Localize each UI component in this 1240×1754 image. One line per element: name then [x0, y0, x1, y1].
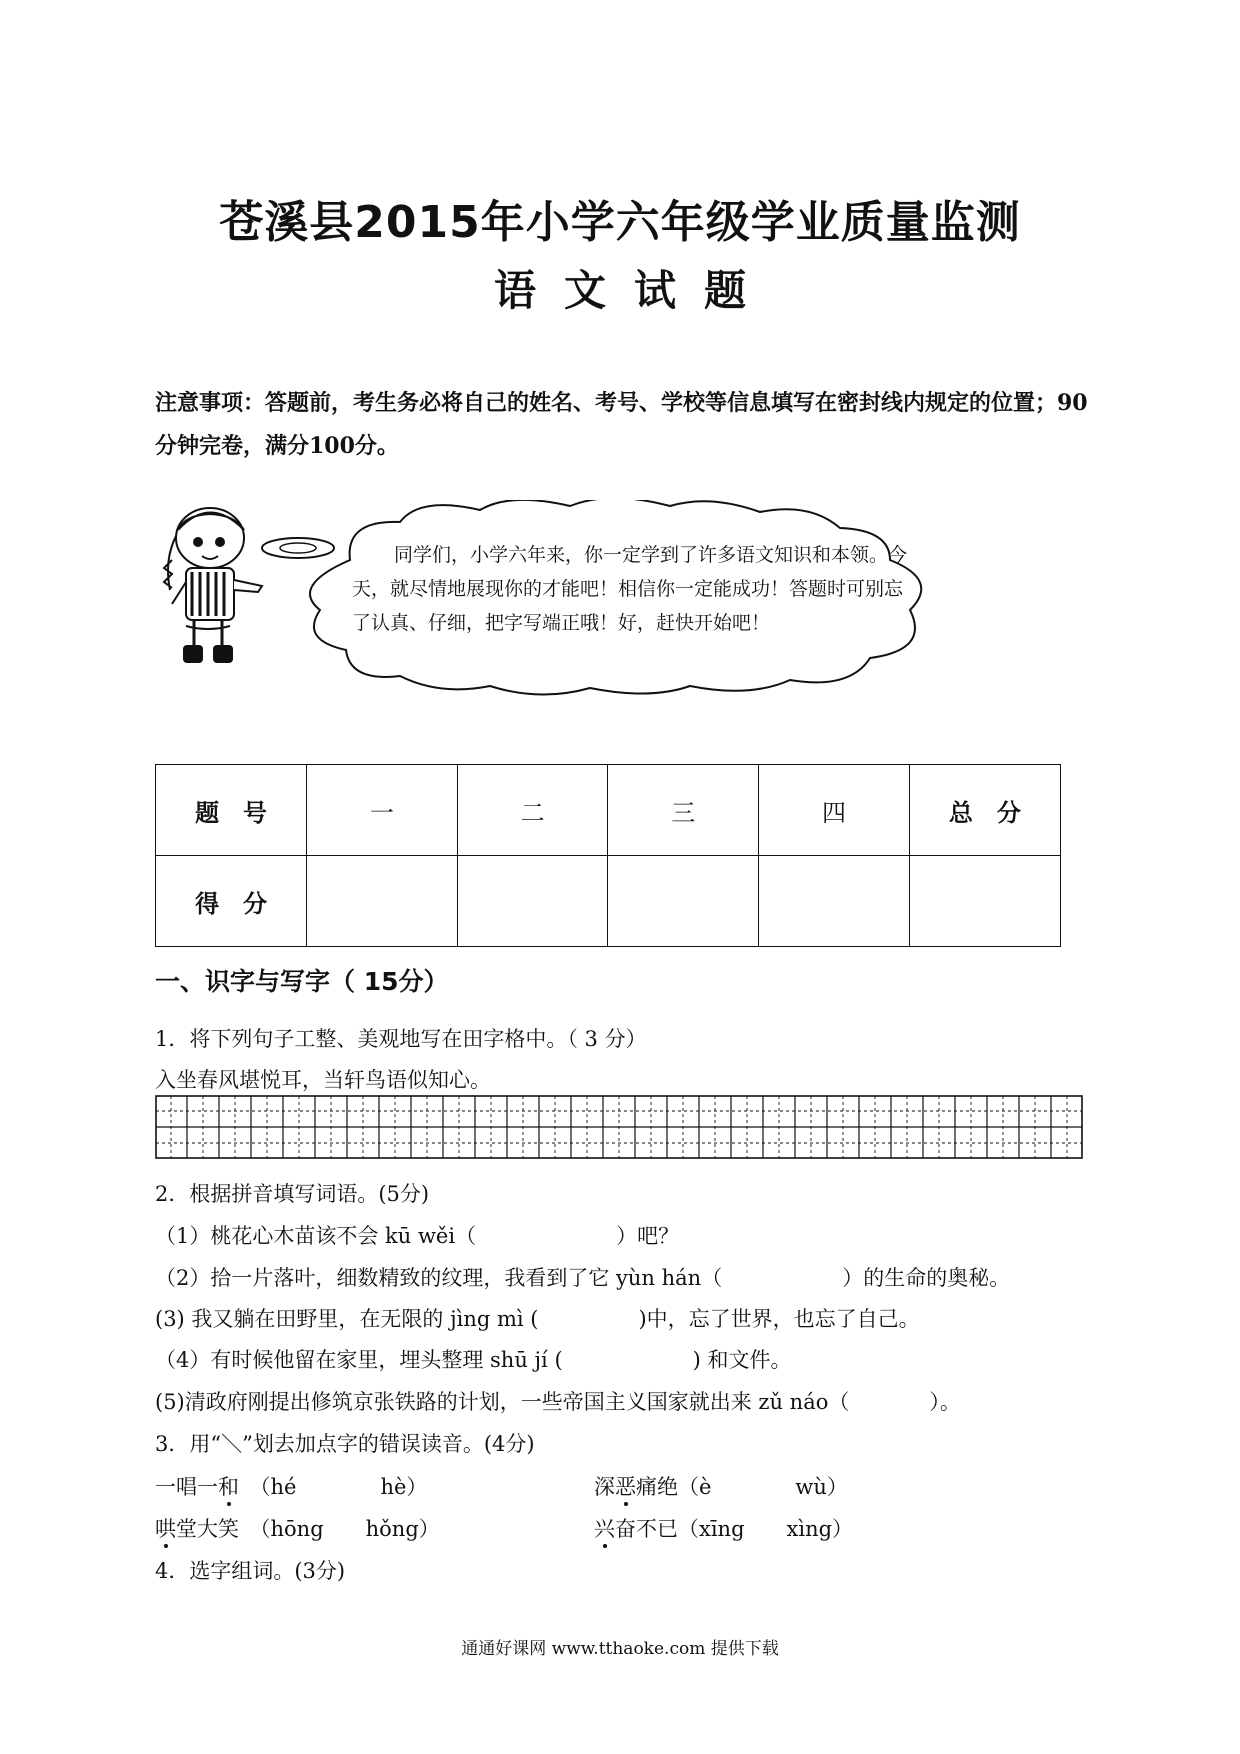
q3-word: 深	[594, 1475, 615, 1499]
q3-word: 堂大笑	[176, 1517, 239, 1541]
page-footer: 通通好课网 www.tthaoke.com 提供下载	[461, 1639, 779, 1659]
q2-item	[155, 1344, 792, 1374]
q2-item-text: ）。	[929, 1390, 961, 1414]
score-cell[interactable]	[307, 856, 458, 947]
q2-item	[155, 1303, 920, 1333]
q3-item	[594, 1471, 848, 1501]
q2-item-text: （1）桃花心木苗该不会 kū wěi（	[155, 1224, 477, 1248]
dotted-character: 哄	[155, 1517, 176, 1541]
dotted-character: 和	[218, 1475, 239, 1499]
header-part-1: 一	[307, 765, 458, 856]
q3-pinyin-options[interactable]: （è wù）	[678, 1475, 848, 1499]
section-1-heading: 一、识字与写字（ 15分）	[155, 967, 449, 996]
header-part-4: 四	[759, 765, 910, 856]
header-part-3: 三	[608, 765, 759, 856]
q2-item-text: )中，忘了世界，也忘了自己。	[638, 1307, 920, 1331]
header-part-2: 二	[457, 765, 608, 856]
page-subtitle: 语文试题	[493, 266, 774, 315]
q3-prompt: 3．用“＼”划去加点字的错误读音。(4分)	[155, 1432, 535, 1456]
bubble-text: 同学们，小学六年来，你一定学到了许多语文知识和本领。今天，就尽情地展现你的才能吧！相信你一定能成功！答题时可别忘了认真、仔细，把字写端正哦！好，赶快开始吧！	[352, 544, 908, 634]
score-cell[interactable]	[759, 856, 910, 947]
q3-pinyin-options[interactable]: （xīng xìng）	[678, 1517, 854, 1541]
q2-item-text: ）吧？	[616, 1224, 680, 1248]
exam-notice: 注意事项：答题前，考生务必将自己的姓名、考号、学校等信息填写在密封线内规定的位置；90分钟完卷，满分100分。	[155, 390, 1088, 459]
q2-item	[155, 1262, 1010, 1292]
score-cell[interactable]	[457, 856, 608, 947]
q3-item	[594, 1513, 853, 1543]
q2-item-text: (5)清政府刚提出修筑京张铁路的计划，一些帝国主义国家就出来 zǔ náo（	[155, 1390, 850, 1414]
q3-item	[155, 1471, 427, 1501]
q3-pinyin-options[interactable]: （hé hè）	[260, 1475, 428, 1499]
q3-pinyin-options[interactable]: （hōng hǒng）	[260, 1517, 440, 1541]
q2-item-text: (3) 我又躺在田野里，在无限的 jìng mì (	[155, 1307, 539, 1331]
score-table-header-row	[156, 765, 1061, 856]
q3-word: 奋不已	[615, 1517, 678, 1541]
q2-item-text: ）的生命的奥秘。	[842, 1266, 1011, 1290]
page-title: 苍溪县2015年小学六年级学业质量监测	[219, 197, 1021, 248]
header-question-number: 题 号	[156, 765, 307, 856]
q1-prompt: 1．将下列句子工整、美观地写在田字格中。（ 3 分）	[155, 1027, 647, 1051]
score-cell[interactable]	[608, 856, 759, 947]
girl-illustration	[164, 508, 262, 662]
q3-word: 一唱一	[155, 1475, 218, 1499]
q3-item	[155, 1513, 440, 1543]
score-table-score-row	[156, 856, 1061, 947]
score-cell[interactable]	[909, 856, 1060, 947]
q1-sentence: 入坐春风堪悦耳，当轩鸟语似知心。	[155, 1068, 491, 1092]
q4-prompt: 4．选字组词。(3分)	[155, 1559, 346, 1583]
header-total: 总 分	[909, 765, 1060, 856]
q2-item	[155, 1220, 679, 1250]
q2-item-text: （2）拾一片落叶，细数精致的纹理，我看到了它 yùn hán（	[155, 1266, 723, 1290]
dotted-character: 恶	[615, 1475, 636, 1499]
q2-item-text: ) 和文件。	[692, 1348, 792, 1372]
q2-item-text: （4）有时候他留在家里，埋头整理 shū jí (	[155, 1348, 563, 1372]
q2-item	[155, 1386, 961, 1416]
q2-prompt: 2．根据拼音填写词语。(5分)	[155, 1182, 430, 1206]
q3-word: 痛绝	[636, 1475, 678, 1499]
score-label: 得 分	[156, 856, 307, 947]
score-table	[155, 764, 1061, 947]
tianzige-writing-grid[interactable]	[155, 1095, 1083, 1159]
dotted-character: 兴	[594, 1517, 615, 1541]
